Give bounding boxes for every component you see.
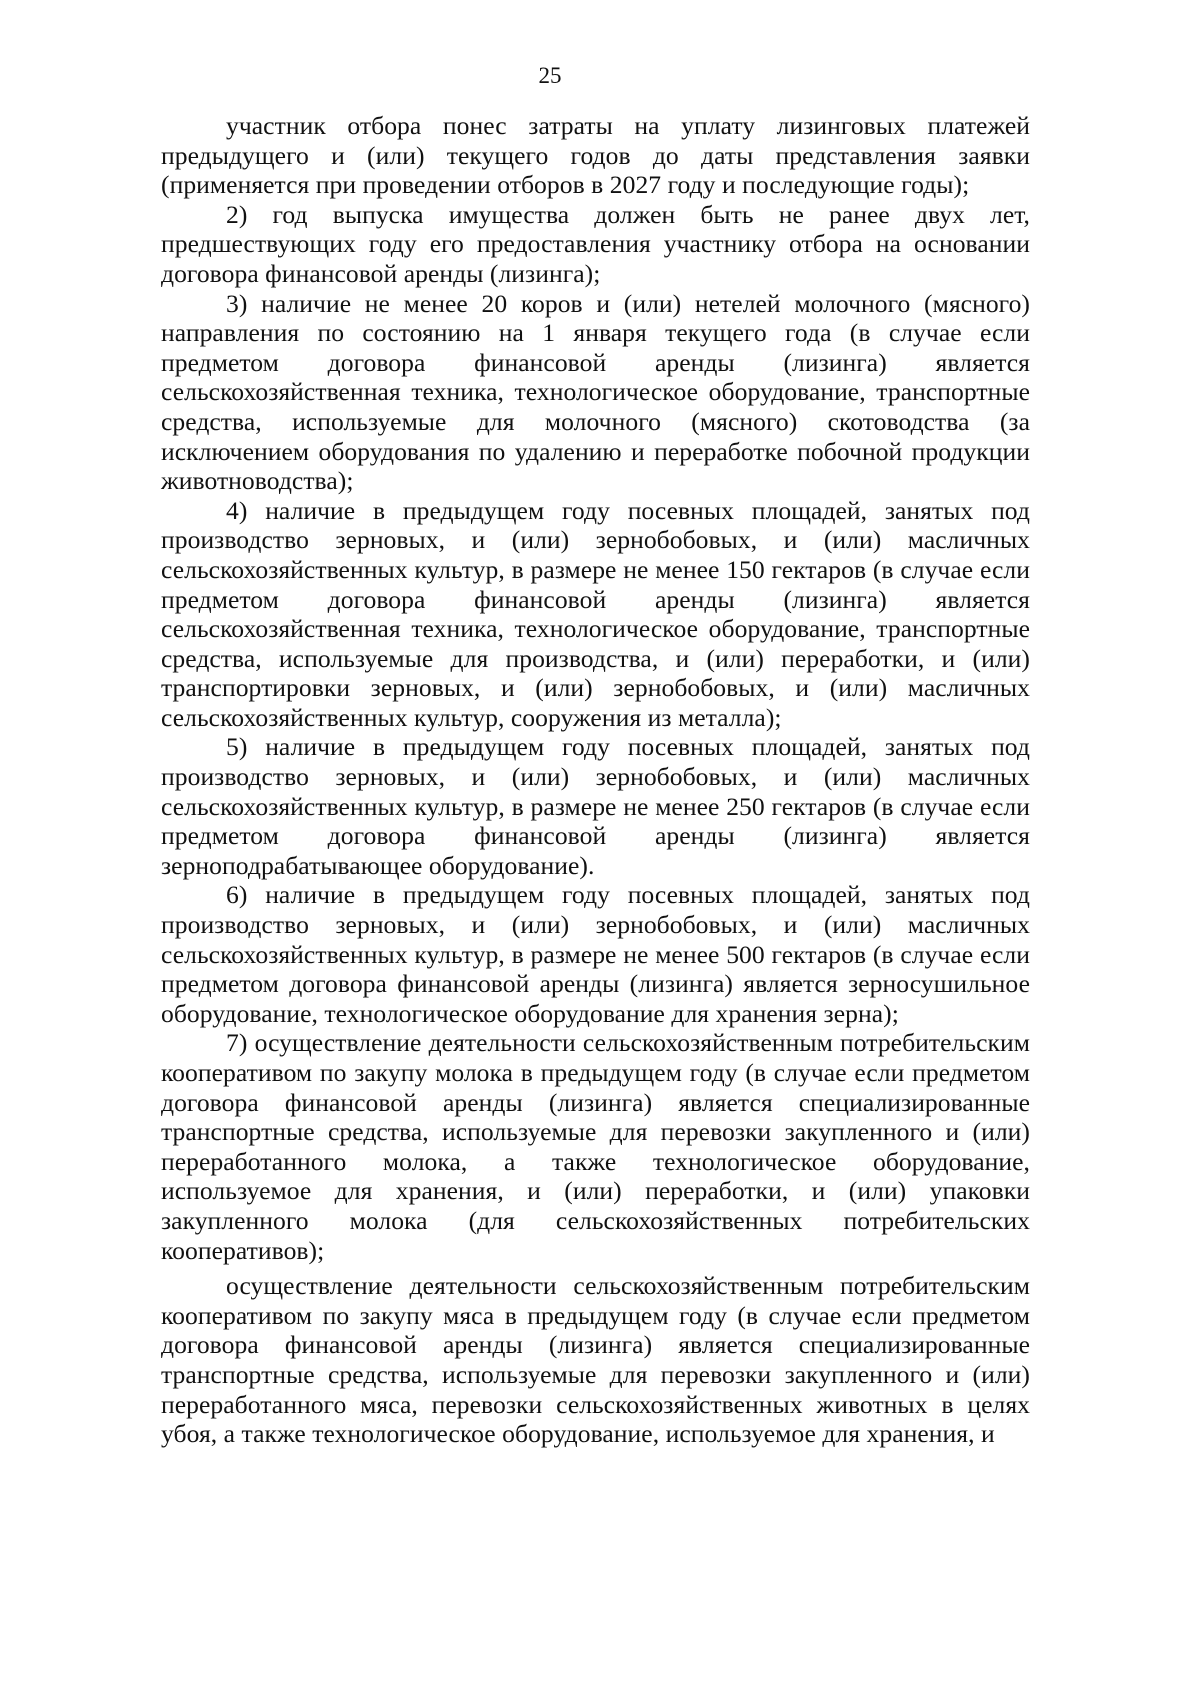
paragraph-item-4: 4) наличие в предыдущем году посевных площадей, занятых под производство зерновых, и (или) зернобобовых, и (или) масличных сельскохозяйственных культур, в размере не менее 150 гектаров (в случае если предметом договора финансовой аренды (лизинга) является сельскохозяйственная техника, технологическое оборудование, транспортные средства, используемые для производства, и (или) переработки, и (или) транспортировки зерновых, и (или) зернобобовых, и (или) масличных сельскохозяйственных культур, сооружения из металла); [161,495,1030,732]
paragraph-leasing-payments: участник отбора понес затраты на уплату лизинговых платежей предыдущего и (или) текущего годов до даты представления заявки (применяется при проведении отборов в 2027 году и последующие годы); [161,111,1030,200]
paragraph-item-5: 5) наличие в предыдущем году посевных площадей, занятых под производство зерновых, и (или) зернобобовых, и (или) масличных сельскохозяйственных культур, в размере не менее 250 гектаров (в случае если предметом договора финансовой аренды (лизинга) является зерноподрабатывающее оборудование). [161,732,1030,880]
paragraph-meat-cooperative: осуществление деятельности сельскохозяйственным потребительским кооперативом по закупу мяса в предыдущем году (в случае если предметом договора финансовой аренды (лизинга) является специализированные транспортные средства, используемые для перевозки закупленного и (или) переработанного мяса, перевозки сельскохозяйственных животных в целях убоя, а также технологическое оборудование, используемое для хранения, и [161,1271,1030,1449]
paragraph-item-2: 2) год выпуска имущества должен быть не ранее двух лет, предшествующих году его предоставления участнику отбора на основании договора финансовой аренды (лизинга); [161,199,1030,288]
document-body [161,111,1030,1449]
paragraph-item-3: 3) наличие не менее 20 коров и (или) нетелей молочного (мясного) направления по состоянию на 1 января текущего года (в случае если предметом договора финансовой аренды (лизинга) является сельскохозяйственная техника, технологическое оборудование, транспортные средства, используемые для молочного (мясного) скотоводства (за исключением оборудования по удалению и переработке побочной продукции животноводства); [161,288,1030,496]
page-number: 25 [538,63,562,88]
paragraph-item-6: 6) наличие в предыдущем году посевных площадей, занятых под производство зерновых, и (или) зернобобовых, и (или) масличных сельскохозяйственных культур, в размере не менее 500 гектаров (в случае если предметом договора финансовой аренды (лизинга) является зерносушильное оборудование, технологическое оборудование для хранения зерна); [161,880,1030,1028]
paragraph-item-7: 7) осуществление деятельности сельскохозяйственным потребительским кооперативом по закупу молока в предыдущем году (в случае если предметом договора финансовой аренды (лизинга) является специализированные транспортные средства, используемые для перевозки закупленного и (или) переработанного молока, а также технологическое оборудование, используемое для хранения, и (или) переработки, и (или) упаковки закупленного молока (для сельскохозяйственных потребительских кооперативов); [161,1028,1030,1265]
